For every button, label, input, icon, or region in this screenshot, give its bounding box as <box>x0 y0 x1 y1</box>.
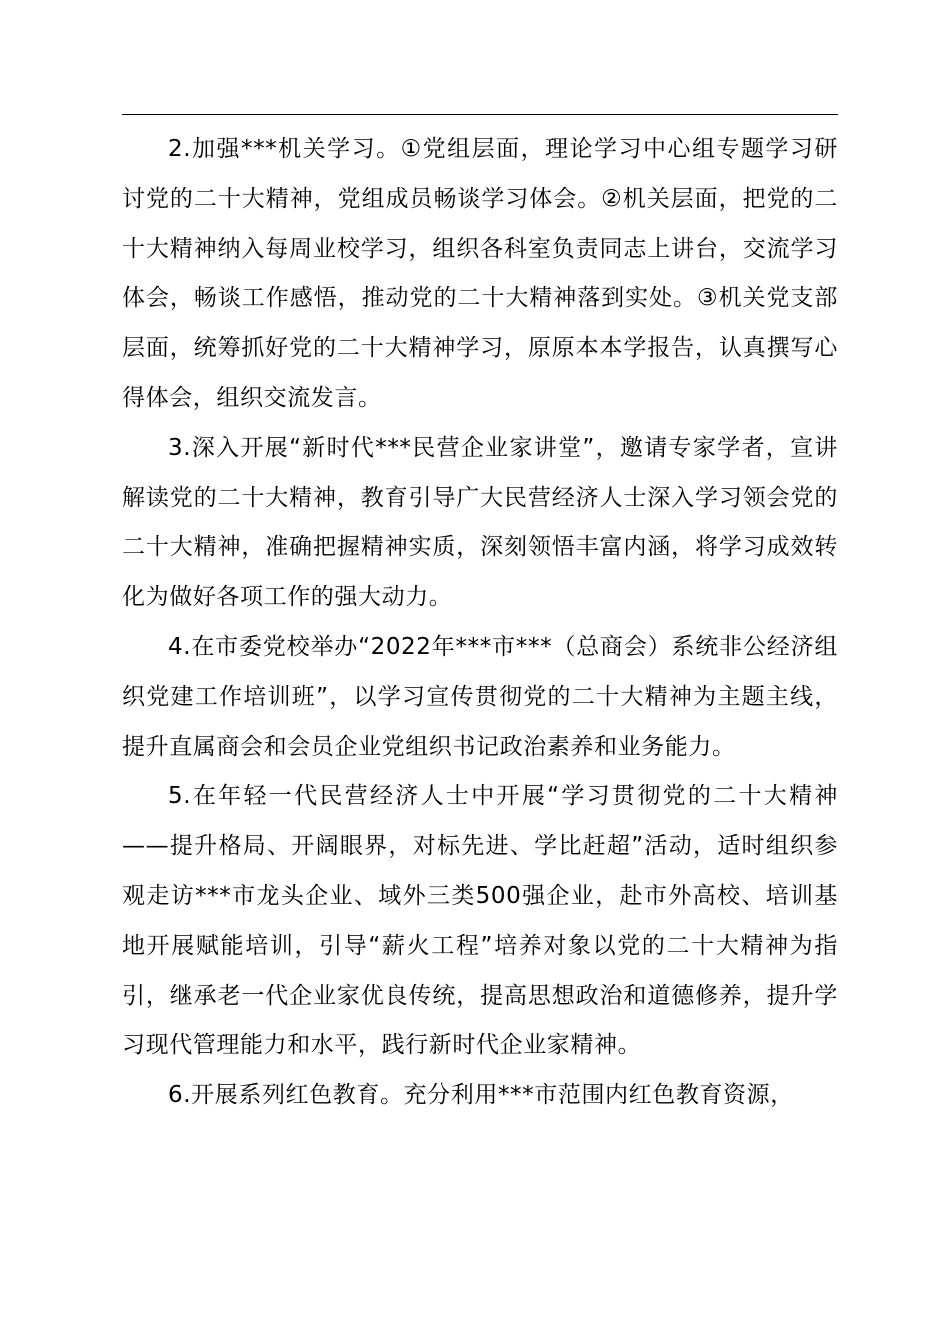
document-body <box>122 125 838 1121</box>
paragraph-2: 2.加强***机关学习。①党组层面，理论学习中心组专题学习研讨党的二十大精神，党组成员畅谈学习体会。②机关层面，把党的二十大精神纳入每周业校学习，组织各科室负责同志上讲台，交流学习体会，畅谈工作感悟，推动党的二十大精神落到实处。③机关党支部层面，统筹抓好党的二十大精神学习，原原本本学报告，认真撰写心得体会，组织交流发言。 <box>122 136 838 411</box>
paragraph-3: 3.深入开展“新时代***民营企业家讲堂”，邀请专家学者，宣讲解读党的二十大精神，教育引导广大民营经济人士深入学习领会党的二十大精神，准确把握精神实质，深刻领悟丰富内涵，将学习成效转化为做好各项工作的强大动力。 <box>122 434 838 611</box>
header-rule <box>122 114 838 115</box>
paragraph-4: 4.在市委党校举办“2022年***市***（总商会）系统非公经济组织党建工作培训班”，以学习宣传贯彻党的二十大精神为主题主线，提升直属商会和会员企业党组织书记政治素养和业务能力。 <box>122 633 838 760</box>
paragraph-6: 6.开展系列红色教育。充分利用***市范围内红色教育资源， <box>168 1082 794 1109</box>
paragraph-5: 5.在年轻一代民营经济人士中开展“学习贯彻党的二十大精神——提升格局、开阔眼界，对标先进、学比赶超”活动，适时组织参观走访***市龙头企业、域外三类500强企业，赴市外高校、培训基地开展赋能培训，引导“薪火工程”培养对象以党的二十大精神为指引，继承老一代企业家优良传统，提高思想政治和道德修养，提升学习现代管理能力和水平，践行新时代企业家精神。 <box>122 783 838 1059</box>
